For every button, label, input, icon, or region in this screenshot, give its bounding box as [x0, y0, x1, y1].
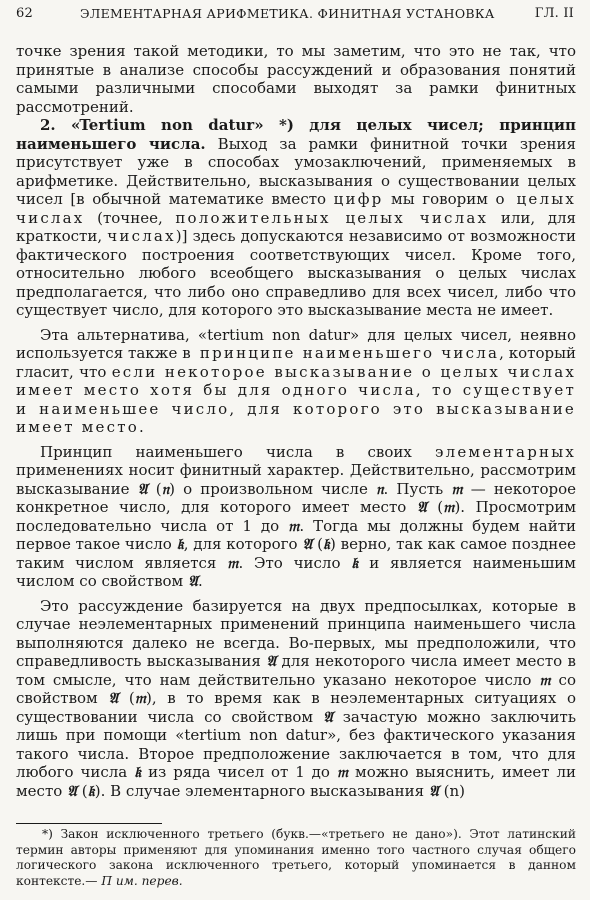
footnote: [16, 827, 576, 889]
running-header: [16, 6, 574, 26]
page-number: 62: [16, 6, 33, 21]
main-text: [16, 42, 576, 800]
paragraph-3: Эта альтернатива, «tertium non datur» для целых чисел, неявно используется также в принципе наименьшего числа, который гласит, что если некоторое высказывание о целых числах имеет место хотя бы для одного числа, то существует и наименьшее число, для которого это высказывание имеет место.: [16, 325, 577, 436]
paragraph-2: 2. «Tertium non datur» *) для целых чисел; принцип наименьшего числа. Выход за рамки финитной точки зрения присутствует уже в способах умозаключений, применяемых в арифметике. Действительно, высказывания о существовании целых чисел [в обычной математике вместо цифр мы говорим о целых числах (точнее, положительных целых числах или, для краткости, числах)] здесь допускаются независимо от возможности фактического построения соответствующих чисел. Кроме того, относительно любого всеобщего высказывания о целых числах предполагается, что либо оно справедливо для всех чисел, либо что существует число, для которого это высказывание места не имеет.: [16, 116, 577, 319]
footnote-attribution: П им. перев.: [101, 873, 183, 888]
paragraph-1: точке зрения такой методики, то мы заметим, что это не так, что принятые в анализе способы рассуждений и образования понятий самыми различными способами выходят за рамки финитных рассмотрений.: [16, 42, 576, 116]
footnote-text: *) Закон исключенного третьего (букв.—«третьего не дано»). Этот латинский термин авторы применяют для упоминания именно того частного случая общего логического закона исключенного третьего, который упоминается в данном контексте.—: [16, 827, 576, 888]
paragraph-4: Принцип наименьшего числа в своих элементарных применениях носит финитный характер. Действительно, рассмотрим высказывание 𝔄 (𝔫) о произвольном числе 𝔫. Пусть 𝔪 — некоторое конкретное число, для которого имеет место 𝔄 (𝔪). Просмотрим последовательно числа от 1 до 𝔪. Тогда мы должны будем найти первое такое число 𝔨, для которого 𝔄 (𝔨) верно, так как самое позднее таким числом является 𝔪. Это число 𝔨 и является наименьшим числом со свойством 𝔄.: [16, 442, 577, 590]
paragraph-5: Это рассуждение базируется на двух предпосылках, которые в случае неэлементарных применений принципа наименьшего числа выполняются далеко не всегда. Во-первых, мы предположили, что справедливость высказывания 𝔄 для некоторого числа имеет место в том смысле, что нам действительно указано некоторое число 𝔪 со свойством 𝔄 (𝔪), в то время как в неэлементарных ситуациях о существовании числа со свойством 𝔄 зачастую можно заключить лишь при помощи «tertium non datur», без фактического указания такого числа. Второе предположение заключается в том, что для любого числа 𝔨 из ряда чисел от 1 до 𝔪 можно выяснить, имеет ли место 𝔄 (𝔨). В случае элементарного высказывания 𝔄 (n): [16, 596, 577, 800]
chapter-label: ГЛ. II: [534, 6, 574, 21]
section-heading: 2. «Tertium non datur» *) для целых чисел; принцип наименьшего числа.: [16, 116, 576, 153]
running-title: ЭЛЕМЕНТАРНАЯ АРИФМЕТИКА. ФИНИТНАЯ УСТАНОВКА: [80, 6, 495, 21]
footnote-rule: [16, 823, 162, 824]
